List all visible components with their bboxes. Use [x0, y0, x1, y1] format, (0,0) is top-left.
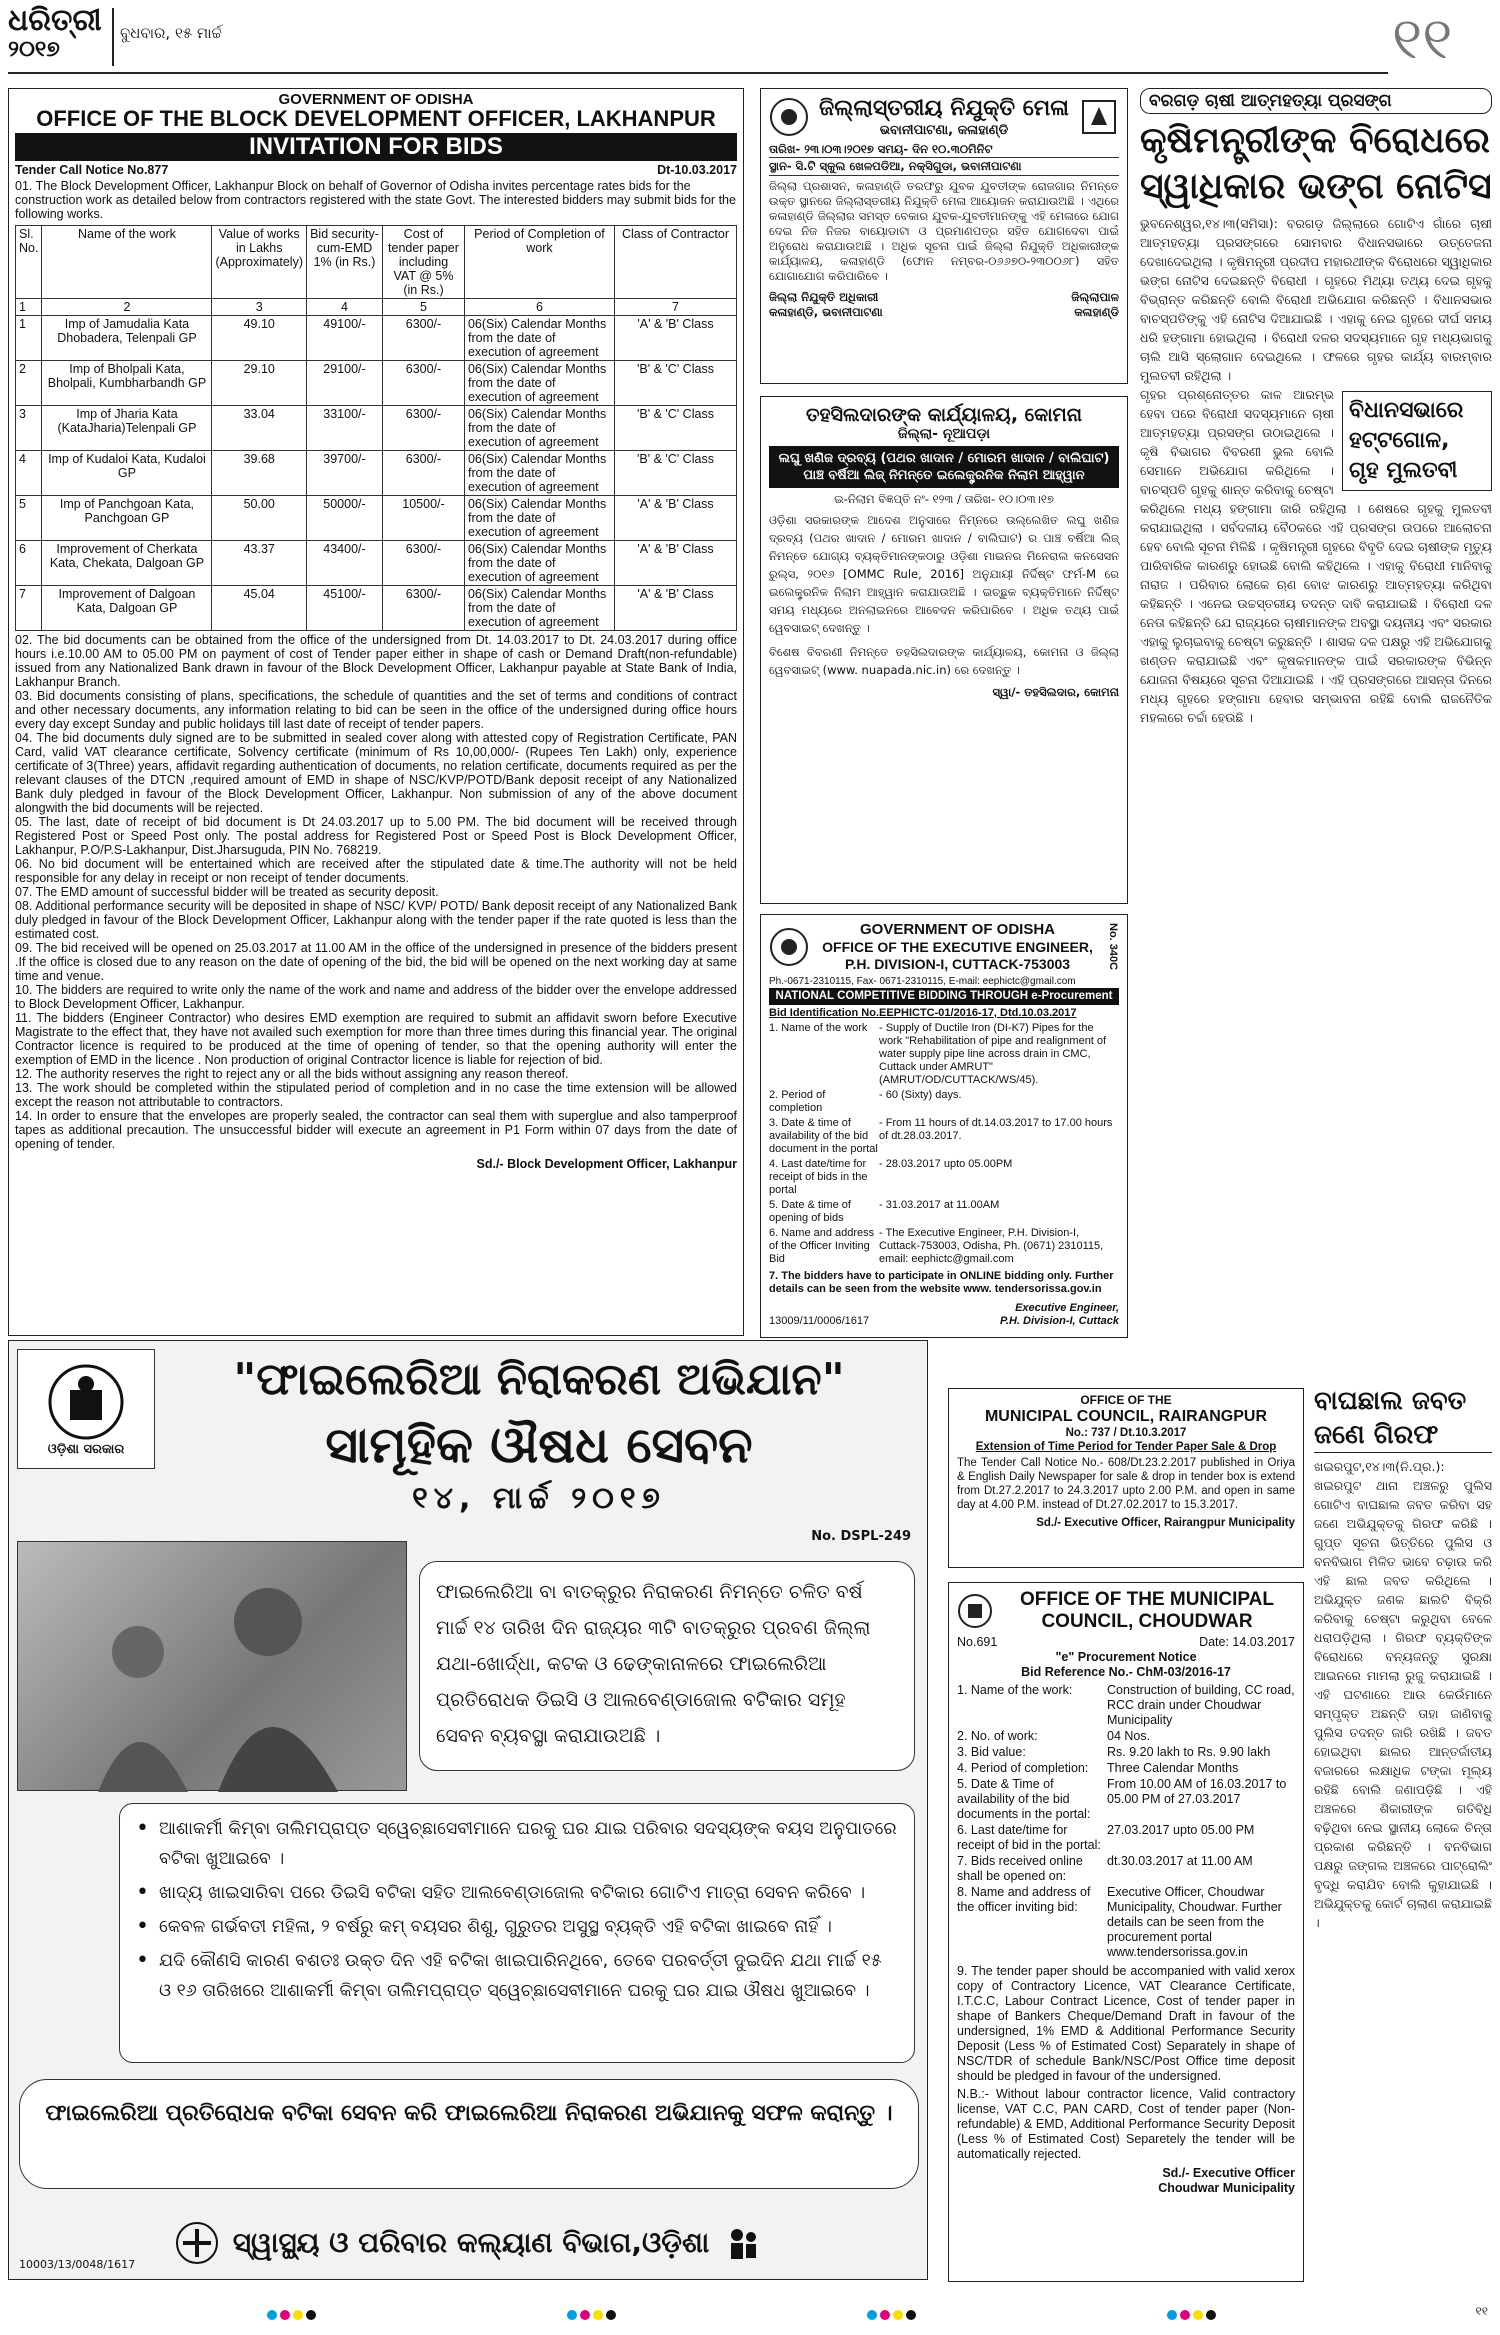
tiger-body: ଖଇରପୁଟ,୧୪।୩(ନି.ପ୍ର.): ଖଇରପୁଟ ଥାନା ଅଞ୍ଚଳରୁ ପୁଲିସ ଗୋଟିଏ ବାଘଛାଲ ଜବତ କରିବା ସହ ଜଣେ ଅଭିଯୁକ୍ତକୁ ଗିରଫ କରିଛି । ଗୁପ୍ତ ସୂଚନା ଭିତ୍ତିରେ ପୁଲିସ ଓ ବନବିଭାଗ ମିଳିତ ଭାବେ ଚଢ଼ାଉ କରି ଏହି ଛାଲ ଜବତ କରିଥିଲେ । ଅଭିଯୁକ୍ତ ଜଣକ ଛାଲଟି ବିକ୍ରି କରିବାକୁ ଚେଷ୍ଟା କରୁଥିବା ବେଳେ ଧରାପଡ଼ିଥିଲା । ଗିରଫ ବ୍ୟକ୍ତିଙ୍କ ବିରୋଧରେ ବନ୍ୟଜନ୍ତୁ ସୁରକ୍ଷା ଆଇନରେ ମାମଲା ରୁଜୁ କରାଯାଇଛି । ଏହି ଘଟଣାରେ ଆଉ କେଉଁମାନେ ସମ୍ପୃକ୍ତ ଅଛନ୍ତି ତାହା ଜାଣିବାକୁ ପୁଲିସ ତଦନ୍ତ ଜାରି ରଖିଛି । ଜବତ ହୋଇଥିବା ଛାଲର ଆନ୍ତର୍ଜାତୀୟ ବଜାରରେ ଲକ୍ଷାଧିକ ଟଙ୍କା ମୂଲ୍ୟ ରହିଛି ବୋଲି ଜଣାପଡ଼ିଛି । ଏହି ଅଞ୍ଚଳରେ ଶିକାରୀଙ୍କ ଗତିବିଧି ବଢ଼ିଥିବା ନେଇ ସ୍ଥାନୀୟ ଲୋକେ ଚିନ୍ତା ପ୍ରକାଶ କରିଛନ୍ତି । ବନବିଭାଗ ପକ୍ଷରୁ ଜଙ୍ଗଲ ଅଞ୍ଚଳରେ ପାଟ୍ରୋଲିଂ ବୃଦ୍ଧି କରାଯିବ ବୋଲି କୁହାଯାଇଛି । ଅଭିଯୁକ୍ତକୁ କୋର୍ଟ ଚାଲାଣ କରାଯାଇଛି ।: [1314, 1459, 1492, 1930]
ee-item: [769, 1227, 1119, 1266]
odisha-govt-logo: [17, 1349, 155, 1469]
table-cell: 'A' & 'B' Class: [614, 316, 736, 361]
filaria-bullet-text: ଆଶାକର୍ମୀ କିମ୍ବା ତାଲିମପ୍ରାପ୍ତ ସ୍ୱେଚ୍ଛାସେବୀମାନେ ଘରକୁ ଘର ଯାଇ ପରିବାର ସଦସ୍ୟଙ୍କ ବୟସ ଅନୁପାତରେ ବଟିକା ଖୁଆଇବେ ।: [158, 1819, 897, 1869]
print-registration-strip: [0, 2300, 1500, 2330]
filaria-dspl: No. DSPL-249: [811, 1529, 911, 1544]
choudwar-item-label: 7. Bids received online shall be opened on:: [957, 1854, 1083, 1883]
rairangpur-sign: Sd./- Executive Officer, Rairangpur Municipality: [1036, 1517, 1295, 1529]
job-fair-sign: କଳାହାଣ୍ଡି, ଭବାନୀପାଟଣା: [769, 305, 883, 319]
choudwar-nb: N.B.:- Without labour contractor licence, Valid contractory license, VAT C.C, PAN CARD, Cost of tender paper (Non-refundable) & EMD, Additional Performance Security Deposit (Less % of Estimated Cost) Separetely the tender will be automatically rejected.: [957, 2087, 1295, 2161]
table-cell: 39700/-: [306, 451, 382, 496]
header-date: ବୁଧବାର, ୧୫ ମାର୍ଚ୍ଚ: [120, 24, 222, 42]
choudwar-sign: Choudwar Municipality: [1158, 2181, 1295, 2195]
choudwar-item-label: 8. Name and address of the officer inviting bid:: [957, 1885, 1091, 1914]
ee-items: [769, 1022, 1119, 1266]
rairangpur-body: The Tender Call Notice No.- 608/Dt.23.2.2017 published in Oriya & English Daily Newspaper for sale & drop in tender box is extend from Dt.27.2.2017 to 24.3.2017 upto 2.00 P.M. and open in same day at 4.00 P.M. instead of Dt.27.02.2017 to 15.3.2017.: [957, 1457, 1295, 1511]
filaria-title: "ଫାଇଲେରିଆ ନିରାକରଣ ଅଭିଯାନ": [233, 1354, 845, 1405]
choudwar-item-label: 5. Date & Time of availability of the bid documents in the portal:: [957, 1777, 1091, 1821]
tender-clause: 02. The bid documents can be obtained from the office of the undersigned from Dt. 14.03.2017 to Dt. 24.03.2017 during office hours i.e.10.00 AM to 05.00 PM on payment of cost of Tender paper either in shape of cash or Demand Draft(non-refundable) issued from any Nationalized Bank drawn in favour of the Block Development Officer, Lakhanpur payable at State Bank of India, Lakhanpur Branch.: [15, 633, 737, 689]
ee-item-label: 1. Name of the work: [769, 1022, 868, 1034]
rairangpur-subject: Extension of Time Period for Tender Paper Sale & Drop: [975, 1441, 1277, 1453]
tender-title: INVITATION FOR BIDS: [15, 133, 737, 161]
choudwar-title: OFFICE OF THE MUNICIPAL COUNCIL, CHOUDWAR: [1019, 1589, 1275, 1632]
table-cell: 43400/-: [306, 541, 382, 586]
ee-cuttack-ad: [760, 914, 1128, 1338]
logo-text: ଓଡ଼ିଶା ସରକାର: [47, 1441, 125, 1457]
table-cell: 'B' & 'C' Class: [614, 406, 736, 451]
tender-gov: GOVERNMENT OF ODISHA: [278, 91, 474, 108]
choudwar-item-label: 3. Bid value:: [957, 1745, 1026, 1759]
job-fair-title: ଜିଲ୍ଲାସ୍ତରୀୟ ନିଯୁକ୍ତି ମେଳା: [819, 96, 1069, 121]
choudwar-sign: Sd./- Executive Officer: [1162, 2166, 1295, 2180]
choudwar-item-value: 27.03.2017 upto 05.00 PM: [1107, 1823, 1255, 1837]
tender-clause: 04. The bid documents duly signed are to be submitted in sealed cover along with attested copy of Registration Certificate, PAN Card, valid VAT clearance certificate, Solvency certificate (minimum of Rs 10,00,000/- (Rupees Ten Lakh) only, experience certificate of 3(Three) years, affidavit regarding authentication of documents, no relation certificate, documents required as per the relevant clauses of the DTCN ,required amount of EMD in shape of NSC/KVP/POTD/Bank deposit receipt of any Nationalized Bank duly pledged in favour of the Block Development Officer, Lakhanpur. Non submission of any of the above document alongwith the bid documents will be rejected.: [15, 731, 737, 815]
ee-item: [769, 1199, 1119, 1225]
filaria-intro: ଫାଇଲେରିଆ ବା ବାତକ୍ରୁର ନିରାକରଣ ନିମନ୍ତେ ଚଳିତ ବର୍ଷ ମାର୍ଚ୍ଚ ୧୪ ତାରିଖ ଦିନ ରାଜ୍ୟର ୩ଟି ବାତକ୍ରୁର ପ୍ରବଣ ଜିଲ୍ଲା ଯଥା-ଖୋର୍ଦ୍ଧା, କଟକ ଓ ଢେଙ୍କାନାଳରେ ଫାଇଲେରିଆ ପ୍ରତିରୋଧକ ଡିଇସି ଓ ଆଲବେଣ୍ଡାଜୋଲ ବଟିକାର ସମୂହ ସେବନ ବ୍ୟବସ୍ଥା କରାଯାଉଅଛି ।: [419, 1561, 915, 1771]
ee-item-label: 6. Name and address of the Officer Inviting Bid: [769, 1227, 875, 1265]
tender-date: Dt-10.03.2017: [657, 163, 737, 177]
col-header: Period of Completion of work: [464, 226, 614, 299]
table-cell: 7: [16, 586, 42, 631]
table-cell: 'B' & 'C' Class: [614, 361, 736, 406]
table-row: [16, 451, 737, 496]
choudwar-item-label: 4. Period of completion:: [957, 1761, 1089, 1775]
table-row: [16, 316, 737, 361]
table-cell: 1: [16, 316, 42, 361]
table-cell: 6300/-: [382, 316, 464, 361]
col-number: 4: [306, 299, 382, 316]
table-cell: 3: [16, 406, 42, 451]
job-fair-body: ଜିଲ୍ଲା ପ୍ରଶାସନ, କଳାହାଣ୍ଡି ତରଫରୁ ଯୁବକ ଯୁବତୀଙ୍କ ରୋଜଗାର ନିମନ୍ତେ ଉକ୍ତ ସ୍ଥାନରେ ଜିଲ୍ଲାସ୍ତରୀୟ ନିଯୁକ୍ତି ମେଳା ଆୟୋଜନ କରାଯାଉଅଛି । ଏଥିରେ କଳାହାଣ୍ଡି ଜିଲ୍ଲାର ସମସ୍ତ ବେକାର ଯୁବକ-ଯୁବତୀମାନଙ୍କୁ ଏହି ମେଳାରେ ଯୋଗ ଦେଇ ନିଜ ନିଜର ବାୟୋଡାଟା ଓ ପ୍ରମାଣପତ୍ର ସହିତ ଯୋଗଦେବା ପାଇଁ ଅନୁରୋଧ କରାଯାଉଅଛି । ଅଧିକ ସୂଚନା ପାଇଁ ଜିଲ୍ଲା ନିଯୁକ୍ତି ଅଧିକାରୀଙ୍କ କାର୍ଯ୍ୟାଳୟ, କଳାହାଣ୍ଡି (ଫୋନ ନମ୍ବର-୦୬୬୭୦-୨୩୦୦୬୮) ସହିତ ଯୋଗାଯୋଗ କରିପାରିବେ ।: [769, 179, 1119, 283]
tender-lakhanpur: [8, 88, 744, 1336]
table-cell: 29100/-: [306, 361, 382, 406]
table-cell: 06(Six) Calendar Months from the date of execution of agreement: [464, 406, 614, 451]
tender-clause: 08. Additional performance security will be deposited in shape of NSC/ KVP/ POTD/ Bank deposit receipt of any Nationalized Bank duly pledged in favour of the Block Development Officer, Lakhanpur along with the tender paper if the rate quoted is less than the estimated cost.: [15, 899, 737, 941]
rairangpur-ref: No.: 737 / Dt.10.3.2017: [1065, 1427, 1187, 1439]
tender-table-header: [16, 226, 737, 299]
table-cell: 06(Six) Calendar Months from the date of execution of agreement: [464, 361, 614, 406]
news-tiger-skin: [1314, 1384, 1492, 2282]
ee-code: 13009/11/0006/1617: [769, 1315, 870, 1327]
table-cell: 06(Six) Calendar Months from the date of execution of agreement: [464, 586, 614, 631]
ee-gov: GOVERNMENT OF ODISHA: [859, 921, 1055, 938]
tender-clause: 07. The EMD amount of successful bidder will be treated as security deposit.: [15, 885, 439, 899]
job-fair-subtitle: ଭବାନୀପାଟଣା, କଳାହାଣ୍ଡି: [879, 123, 1009, 138]
table-cell: 06(Six) Calendar Months from the date of execution of agreement: [464, 496, 614, 541]
bullet-icon: •: [136, 1816, 149, 1841]
table-cell: 6300/-: [382, 406, 464, 451]
filaria-bullet-text: ଖାଦ୍ୟ ଖାଇସାରିବା ପରେ ଡିଇସି ବଟିକା ସହିତ ଆଲବେଣ୍ଡାଜୋଲ ବଟିକାର ଗୋଟିଏ ମାତ୍ରା ସେବନ କରିବେ ।: [158, 1883, 866, 1903]
table-cell: 5: [16, 496, 42, 541]
tender-signature: Sd./- Block Development Officer, Lakhanpur: [476, 1157, 737, 1171]
tender-clause: 09. The bid received will be opened on 25.03.2017 at 11.00 AM in the office of the undersigned in presence of the bidders present .If the office is closed due to any reason on the date of opening of the bid, the bid will be opened on the next working day at same time and venue.: [15, 941, 737, 983]
ee-item-label: 3. Date & time of availability of the bid document in the portal: [769, 1117, 878, 1155]
table-cell: 6300/-: [382, 586, 464, 631]
tahasildar-banner: ଲଘୁ ଖଣିଜ ଦ୍ରବ୍ୟ (ପଥର ଖାଦାନ / ମୋରମ ଖାଦାନ / ବାଲିଘାଟ) ପାଞ୍ଚ ବର୍ଷିଆ ଲିଜ୍ ନିମନ୍ତେ ଇଲେକ୍ଟ୍ରନିକ ନିଲାମ ଆହ୍ୱାନ: [769, 446, 1119, 488]
table-cell: 06(Six) Calendar Months from the date of execution of agreement: [464, 451, 614, 496]
ee-sign: P.H. Division-I, Cuttack: [1000, 1315, 1119, 1327]
choudwar-item-value: Construction of building, CC road, RCC drain under Choudwar Municipality: [1107, 1683, 1295, 1727]
municipal-emblem-icon: [957, 1593, 993, 1629]
col-header: Bid security-cum-EMD 1% (in Rs.): [306, 226, 382, 299]
ee-bar: NATIONAL COMPETITIVE BIDDING THROUGH e-Procurement: [769, 988, 1119, 1005]
choudwar-item-value: Rs. 9.20 lakh to Rs. 9.90 lakh: [1107, 1745, 1271, 1759]
rairangpur-office: OFFICE OF THE: [1080, 1393, 1172, 1407]
choudwar-item: [957, 1854, 1295, 1884]
table-cell: Imp of Panchgoan Kata, Panchgoan GP: [42, 496, 212, 541]
tender-notice-no: Tender Call Notice No.877: [15, 163, 169, 177]
tahasildar-ref: ଇ-ନିଲାମ ବିଜ୍ଞପ୍ତି ନଂ- ୧୨୩ / ତାରିଖ- ୧୦।୦୩।୧୭: [834, 492, 1054, 506]
filaria-subtitle: ସାମୂହିକ ଔଷଧ ସେବନ: [325, 1416, 753, 1474]
choudwar-item: [957, 1777, 1295, 1822]
choudwar-notice: [948, 1582, 1304, 2282]
paper-name: ଧରିତ୍ରୀ: [8, 3, 102, 38]
filaria-appeal: ଫାଇଲେରିଆ ପ୍ରତିରୋଧକ ବଟିକା ସେବନ କରି ଫାଇଲେରିଆ ନିରାକରଣ ଅଭିଯାନକୁ ସଫଳ କରାନ୍ତୁ ।: [19, 2079, 919, 2189]
ee-item-value: - Supply of Ductile Iron (DI-K7) Pipes for the work "Rehabilitation of pipe and realignment of water supply pipe line across drain in CMC, Cuttack under AMRUT" (AMRUT/OD/CUTTACK/WS/45).: [879, 1022, 1107, 1086]
choudwar-item-value: Three Calendar Months: [1107, 1761, 1239, 1775]
table-cell: 4: [16, 451, 42, 496]
tender-clause: 14. In order to ensure that the envelopes are properly sealed, the contractor can seal them with superglue and also tamperproof tapes as additional precaution. The unsuccessful bidder will execute an agreement in P1 Form within 07 days from the date of opening of tender.: [15, 1109, 737, 1151]
ee-item-label: 4. Last date/time for receipt of bids in the portal: [769, 1158, 868, 1196]
ee-side-no: No. 340C: [1107, 923, 1119, 971]
bullet-icon: •: [136, 1914, 149, 1939]
table-cell: 29.10: [212, 361, 307, 406]
ee-item-label: 2. Period of completion: [769, 1089, 826, 1114]
choudwar-date: Date: 14.03.2017: [1199, 1635, 1295, 1649]
choudwar-no: No.691: [957, 1635, 998, 1649]
filaria-dept: ସ୍ୱାସ୍ଥ୍ୟ ଓ ପରିବାର କଲ୍ୟାଣ ବିଭାଗ,ଓଡ଼ିଶା: [232, 2226, 710, 2259]
table-cell: 6300/-: [382, 361, 464, 406]
col-number: 3: [212, 299, 307, 316]
table-row: [16, 496, 737, 541]
tahasildar-body: ଓଡ଼ିଶା ସରକାରଙ୍କ ଆଦେଶ ଅନୁସାରେ ନିମ୍ନରେ ଉଲ୍ଲେଖିତ ଲଘୁ ଖଣିଜ ଦ୍ରବ୍ୟ (ପଥର ଖାଦାନ / ମୋରମ ଖାଦାନ / ବାଲିଘାଟ) ର ପାଞ୍ଚ ବର୍ଷିଆ ଲିଜ୍ ନିମନ୍ତେ ଯୋଗ୍ୟ ବ୍ୟକ୍ତିମାନଙ୍କଠାରୁ ଓଡ଼ିଶା ମାଇନର ମିନେରାଲ କନସେସନ ରୁଲ୍ସ, ୨୦୧୬ [OMMC Rule, 2016] ଅନୁଯାୟୀ ନିର୍ଦ୍ଦିଷ୍ଟ ଫର୍ମ-M ରେ ଇଲେକ୍ଟ୍ରନିକ ନିଲାମ ଆହ୍ୱାନ କରାଯାଉଅଛି । ଇଚ୍ଛୁକ ବ୍ୟକ୍ତିମାନେ ନିର୍ଦ୍ଦିଷ୍ଟ ସମୟ ମଧ୍ୟରେ ଅନଲାଇନରେ ଆବେଦନ କରିପାରିବେ । ଅଧିକ ତଥ୍ୟ ପାଇଁ ୱେବସାଇଟ୍ ଦେଖନ୍ତୁ ।: [769, 513, 1119, 635]
filaria-bullet: [136, 1946, 898, 2006]
news-subhead: ବିଧାନସଭାରେ ହଟ୍ଟଗୋଳ, ଗୃହ ମୁଲତବୀ: [1342, 391, 1492, 491]
job-fair-date: ତାରିଖ- ୨୩।୦୩।୨୦୧୭ ସମୟ- ଦିନ ୧୦.୩୦ମିନିଟ: [769, 142, 993, 156]
col-number: 1: [16, 299, 42, 316]
col-number: 2: [42, 299, 212, 316]
tender-col-numbers: [16, 299, 737, 316]
table-cell: 2: [16, 361, 42, 406]
col-number: 7: [614, 299, 736, 316]
table-row: [16, 361, 737, 406]
choudwar-bid-ref: Bid Reference No.- ChM-03/2016-17: [1021, 1665, 1231, 1679]
job-fair-ad: [760, 88, 1128, 384]
ee-sign: Executive Engineer,: [1015, 1302, 1119, 1314]
choudwar-item-value: dt.30.03.2017 at 11.00 AM: [1107, 1854, 1253, 1868]
table-cell: 6300/-: [382, 451, 464, 496]
rairangpur-notice: [948, 1388, 1304, 1568]
odisha-emblem-icon: [769, 97, 809, 137]
bullet-icon: •: [136, 1948, 149, 1973]
job-fair-sign: କଳାହାଣ୍ଡି: [1074, 305, 1119, 319]
table-cell: Imp of Jamudalia Kata Dhobadera, Telenpali GP: [42, 316, 212, 361]
choudwar-item-label: 1. Name of the work:: [957, 1683, 1073, 1697]
tender-clauses: [15, 633, 737, 1151]
ee-item-value: - From 11 hours of dt.14.03.2017 to 17.00 hours of dt.28.03.2017.: [879, 1117, 1113, 1142]
choudwar-item: [957, 1729, 1295, 1744]
table-cell: 06(Six) Calendar Months from the date of execution of agreement: [464, 316, 614, 361]
tahasildar-footer: ବିଶେଷ ବିବରଣୀ ନିମନ୍ତେ ତହସିଲଦାରଙ୍କ କାର୍ଯ୍ୟାଳୟ, କୋମନା ଓ ଜିଲ୍ଲା ୱେବସାଇଟ୍ (www. nuapada.nic.in) ରେ ଦେଖନ୍ତୁ ।: [769, 645, 1119, 677]
table-cell: 43.37: [212, 541, 307, 586]
filaria-ad: [8, 1340, 928, 2280]
col-number: 6: [464, 299, 614, 316]
table-cell: 'A' & 'B' Class: [614, 586, 736, 631]
col-header: Sl. No.: [16, 226, 42, 299]
table-cell: 33.04: [212, 406, 307, 451]
choudwar-item-value: 04 Nos.: [1107, 1729, 1151, 1743]
ee-contact: Ph.-0671-2310115, Fax- 0671-2310115, E-mail: eephictc@gmail.com: [769, 976, 1076, 987]
choudwar-item: [957, 1761, 1295, 1776]
choudwar-item: [957, 1885, 1295, 1960]
ee-item-value: - The Executive Engineer, P.H. Division-I, Cuttack-753003, Odisha, Ph. (0671) 2310115, email: eephictc@gmail.com: [879, 1227, 1104, 1265]
news-farmer-suicide: [1140, 88, 1492, 1338]
table-cell: 33100/-: [306, 406, 382, 451]
news-body: ଭୁବନେଶ୍ୱର,୧୪।୩(ସମିସା): ବରଗଡ଼ ଜିଲ୍ଲାରେ ଗୋଟିଏ ଗାଁରେ ଚାଷୀ ଆତ୍ମହତ୍ୟା ପ୍ରସଙ୍ଗରେ ସୋମବାର ବିଧାନସଭାରେ ଉତ୍ତେଜନା ଦେଖାଦେଇଥିଲା । କୃଷିମନ୍ତ୍ରୀ ପ୍ରଦୀପ ମହାରଥୀଙ୍କ ବିରୋଧରେ ସ୍ୱାଧିକାର ଭଙ୍ଗ ନୋଟିସ ଦେଇଛନ୍ତି ବିରୋଧୀ । ଗୃହରେ ମିଥ୍ୟା ତଥ୍ୟ ଦେଇ ଗୃହକୁ ବିଭ୍ରାନ୍ତ କରିଛନ୍ତି ବୋଲି ବିରୋଧୀ ଅଭିଯୋଗ କରିଛନ୍ତି । ବିଧାନସଭାର ବାଚସ୍ପତିଙ୍କୁ ଏହି ନୋଟିସ ଦିଆଯାଇଛି । ଏହାକୁ ନେଇ ଗୃହରେ ଦୀର୍ଘ ସମୟ ଧରି ହଙ୍ଗାମା ହୋଇଥିଲା । ବିରୋଧୀ ଦଳର ସଦସ୍ୟମାନେ ଗୃହ ମଧ୍ୟଭାଗକୁ ଚାଲି ଆସି ସ୍ଲୋଗାନ ଦେଇଥିଲେ । ଫଳରେ ଗୃହର କାର୍ଯ୍ୟ ବାରମ୍ବାର ମୁଲତବୀ ରହିଥିଲା ।: [1140, 216, 1492, 383]
ee-item: [769, 1158, 1119, 1197]
ee-item: [769, 1117, 1119, 1156]
job-fair-sign: ଜିଲ୍ଲା ନିଯୁକ୍ତି ଅଧିକାରୀ: [769, 290, 879, 304]
tender-office: OFFICE OF THE BLOCK DEVELOPMENT OFFICER, LAKHANPUR: [36, 106, 716, 131]
choudwar-item: [957, 1823, 1295, 1853]
page-number: ୧୧: [1392, 4, 1453, 72]
job-fair-venue: ସ୍ଥାନ- ସି.ଟି ସ୍କୁଲ ଖେଳପଡିଆ, ନକ୍ସିଗୁଡା, ଭବାନୀପାଟଣା: [769, 157, 1119, 176]
bullet-icon: •: [136, 1880, 149, 1905]
ee-item: [769, 1089, 1119, 1115]
choudwar-items: [957, 1683, 1295, 1960]
table-cell: Imp of Jharia Kata (KataJharia)Telenpali GP: [42, 406, 212, 451]
people-photo-icon: [18, 1542, 408, 1792]
table-cell: 'A' & 'B' Class: [614, 541, 736, 586]
table-cell: Improvement of Dalgoan Kata, Dalgoan GP: [42, 586, 212, 631]
odisha-emblem-icon: [769, 927, 809, 967]
tiger-headline: ବାଘଛାଲ ଜବତ ଜଣେ ଗିରଫ: [1314, 1384, 1492, 1453]
tender-table-body: [16, 316, 737, 631]
table-cell: 6: [16, 541, 42, 586]
table-cell: 'A' & 'B' Class: [614, 496, 736, 541]
filaria-bullet: [136, 1878, 898, 1908]
tender-clause: 12. The authority reserves the right to reject any or all the bids without assigning any reason thereof.: [15, 1067, 569, 1081]
color-registration-marks-icon: [0, 2300, 1500, 2330]
tender-intro: 01. The Block Development Officer, Lakhanpur Block on behalf of Governor of Odisha invites percentage rates bids for the construction work as detailed below from contractors registered with the state Govt. The interested bidders may submit bids for the following works.: [15, 179, 736, 221]
ee-office: OFFICE OF THE EXECUTIVE ENGINEER, P.H. DIVISION-I, CUTTACK-753003: [822, 939, 1093, 972]
table-cell: 49.10: [212, 316, 307, 361]
news-body-2: ଗୃହର ପ୍ରଶ୍ନୋତ୍ତର କାଳ ଆରମ୍ଭ ହେବା ପରେ ବିରୋଧୀ ସଦସ୍ୟମାନେ ଚାଷୀ ଆତ୍ମହତ୍ୟା ପ୍ରସଙ୍ଗ ଉଠାଇଥିଲେ । କୃଷି ବିଭାଗର ବିବରଣୀ ଭୁଲ ବୋଲି ସେମାନେ ଅଭିଯୋଗ କରିଥିଲେ । ବାଚସ୍ପତି ଗୃହକୁ ଶାନ୍ତ କରିବାକୁ ଚେଷ୍ଟା କରିଥିଲେ ମଧ୍ୟ ହଙ୍ଗାମା ଜାରି ରହିଥିଲା । ଶେଷରେ ଗୃହକୁ ମୁଲତବୀ କରାଯାଇଥିଲା । ସର୍ବଦଳୀୟ ବୈଠକରେ ଏହି ପ୍ରସଙ୍ଗ ଉପରେ ଆଲୋଚନା ହେବ ବୋଲି ସୂଚନା ମିଳିଛି । କୃଷିମନ୍ତ୍ରୀ ଗୃହରେ ବିବୃତି ଦେଇ ଚାଷୀଙ୍କ ମୃତ୍ୟୁ ପାରିବାରିକ କାରଣରୁ ହୋଇଛି ବୋଲି କହିଥିଲେ । ଏହାକୁ ବିରୋଧୀ ମାନିବାକୁ ନାରାଜ । ପରିବାର ଲୋକେ ଋଣ ବୋଝ କାରଣରୁ ଆତ୍ମହତ୍ୟା କରିଥିବା କହିଛନ୍ତି । ଏନେଇ ଉଚ୍ଚସ୍ତରୀୟ ତଦନ୍ତ ଦାବି କରାଯାଇଛି । ବିରୋଧୀ ଦଳ ନେତା କହିଛନ୍ତି ଯେ ରାଜ୍ୟରେ ଚାଷୀମାନଙ୍କ ଅବସ୍ଥା ଦୟନୀୟ ଏବଂ ସରକାର ଏହାକୁ ଲୁଚାଇବାକୁ ଚେଷ୍ଟା କରୁଛନ୍ତି । ଶାସକ ଦଳ ପକ୍ଷରୁ ଏହି ଅଭିଯୋଗକୁ ଖଣ୍ଡନ କରାଯାଇଛି ଏବଂ କୃଷକମାନଙ୍କ ପାଇଁ ସରକାରଙ୍କ ବିଭିନ୍ନ ଯୋଜନା ବିଷୟରେ ସୂଚନା ଦିଆଯାଇଛି । ଏହି ପ୍ରସଙ୍ଗରେ ଆସନ୍ତା ଦିନରେ ମଧ୍ୟ ଗୃହରେ ହଙ୍ଗାମା ହେବାର ସମ୍ଭାବନା ରହିଛି ବୋଲି ରାଜନୈତିକ ମହଲରେ ଚର୍ଚ୍ଚା ହେଉଛି ।: [1140, 387, 1492, 725]
health-logo-icon: [175, 2221, 219, 2265]
emblem-icon: [1079, 97, 1119, 137]
filaria-bullet-text: ଯଦି କୌଣସି କାରଣ ବଶତଃ ଉକ୍ତ ଦିନ ଏହି ବଟିକା ଖାଇପାରିନଥିବେ, ତେବେ ପରବର୍ତ୍ତୀ ଦୁଇଦିନ ଯଥା ମାର୍ଚ୍ଚ ୧୫ ଓ ୧୬ ତାରିଖରେ ଆଶାକର୍ମୀ କିମ୍ବା ତାଲିମପ୍ରାପ୍ତ ସ୍ୱେଚ୍ଛାସେବୀମାନେ ଘରକୁ ଘର ଯାଇ ଔଷଧ ଖୁଆଇବେ ।: [158, 1951, 882, 2001]
col-header: Value of works in Lakhs (Approximately): [212, 226, 307, 299]
ee-item-value: - 60 (Sixty) days.: [879, 1089, 962, 1101]
filaria-bullets: [119, 1803, 915, 2063]
table-cell: 06(Six) Calendar Months from the date of execution of agreement: [464, 541, 614, 586]
ee-item-label: 5. Date & time of opening of bids: [769, 1199, 851, 1224]
tender-clause: 10. The bidders are required to write only the name of the work and name and address of the bidder over the envelope addressed to Block Development Officer, Lakhanpur.: [15, 983, 737, 1011]
tender-clause: 03. Bid documents consisting of plans, specifications, the schedule of quantities and the set of terms and conditions of contract and other necessary documents, any information relating to bid can be seen in the office of the undersigned during office hours every day except Sunday and public holidays till last date of receipt of tender papers.: [15, 689, 737, 731]
medication-photo: [17, 1541, 407, 1791]
choudwar-item: [957, 1683, 1295, 1728]
col-header: Class of Contractor: [614, 226, 736, 299]
tender-table: [15, 225, 737, 631]
table-row: [16, 406, 737, 451]
table-cell: 49100/-: [306, 316, 382, 361]
col-number: 5: [382, 299, 464, 316]
table-row: [16, 586, 737, 631]
choudwar-item: [957, 1745, 1295, 1760]
choudwar-item-label: 6. Last date/time for receipt of bid in the portal:: [957, 1823, 1101, 1852]
news-kicker: ବରଗଡ଼ ଚାଷୀ ଆତ୍ମହତ୍ୟା ପ୍ରସଙ୍ଗ: [1140, 88, 1492, 114]
table-cell: Imp of Bholpali Kata, Bholpali, Kumbharbandh GP: [42, 361, 212, 406]
job-fair-sign: ଜିଲ୍ଲାପାଳ: [1071, 290, 1119, 304]
tahasildar-sign: ସ୍ୱା/- ତହସିଲଦାର, କୋମନା: [992, 685, 1119, 699]
ashoka-emblem-icon: [46, 1362, 126, 1442]
filaria-code: 10003/13/0048/1617: [19, 2258, 136, 2271]
choudwar-para9: 9. The tender paper should be accompanied with valid xerox copy of Contractory Licence, VAT Clearance Certificate, I.T.C.C, Labour Contract Licence, Cost of tender paper in shape of Bankers Cheque/Demand Draft in favour of the undersigned, 1% EMD & Additional Performance Security Deposit (Less % of Estimated Cost) Separately in shape of NSC/TDR of schedule Bank/NSC/Post Office time deposit should be pledged in favour of the undersigned.: [957, 1964, 1295, 2083]
ee-note: 7. The bidders have to participate in ONLINE bidding only. Further details can be seen from the website www. tendersorissa.gov.in: [769, 1270, 1114, 1295]
ee-item: [769, 1022, 1119, 1087]
table-cell: 50000/-: [306, 496, 382, 541]
choudwar-item-label: 2. No. of work:: [957, 1729, 1038, 1743]
table-cell: 6300/-: [382, 541, 464, 586]
tender-clause: 11. The bidders (Engineer Contractor) who desires EMD exemption are required to submit an affidavit sworn before Executive Magistrate to the effect that, they have not availed such exemption for more than three times during this financial year. The original Contractor licence is required to be produced at the time of opening of tender, so that the opening authority will enter the exemption of EMD in the licence . Non production of original Contractor licence is liable for rejection of bid.: [15, 1011, 737, 1067]
tender-clause: 06. No bid document will be entertained which are received after the stipulated date & time.The authority will not be held responsible for any delay in receipt or non receipt of tender documents.: [15, 857, 737, 885]
ee-bid-id: Bid Identification No.EEPHICTC-01/2016-17, Dtd.10.03.2017: [769, 1007, 1077, 1019]
tender-clause: 05. The last, date of receipt of bid document is Dt 24.03.2017 up to 5.00 PM. The bid document will be received through Registered Post or Speed Post only. The postal address for Registered Post or Speed Post is Block Development Officer, Lakhanpur, P.O/P.S-Lakhanpur, Dist.Jharsuguda, PIN No. 768219.: [15, 815, 737, 857]
filaria-bullet: [136, 1912, 898, 1942]
table-cell: 10500/-: [382, 496, 464, 541]
table-row: [16, 541, 737, 586]
filaria-bullet: [136, 1814, 898, 1874]
tahasildar-title: ତହସିଲଦାରଙ୍କ କାର୍ଯ୍ୟାଳୟ, କୋମନା: [805, 404, 1083, 426]
table-cell: 50.00: [212, 496, 307, 541]
col-header: Cost of tender paper including VAT @ 5% (in Rs.): [382, 226, 464, 299]
choudwar-item-value: Executive Officer, Choudwar Municipality, Choudwar. Further details can be seen from the procurement portal www.tendersorissa.gov.in: [1107, 1885, 1282, 1959]
ee-item-value: - 31.03.2017 at 11.00AM: [879, 1199, 1000, 1211]
col-header: Name of the work: [42, 226, 212, 299]
filaria-date: ୧୪, ମାର୍ଚ୍ଚ ୨୦୧୭: [412, 1481, 666, 1516]
header-rule: [8, 72, 1388, 74]
table-cell: 'B' & 'C' Class: [614, 451, 736, 496]
ee-item-value: - 28.03.2017 upto 05.00PM: [879, 1158, 1013, 1170]
header-divider: [112, 8, 114, 66]
paper-logo: [8, 3, 108, 72]
tahasildar-ad: [760, 396, 1128, 904]
family-logo-icon: [723, 2223, 763, 2263]
table-cell: Improvement of Cherkata Kata, Chekata, Dalgoan GP: [42, 541, 212, 586]
table-cell: Imp of Kudaloi Kata, Kudaloi GP: [42, 451, 212, 496]
choudwar-item-value: From 10.00 AM of 16.03.2017 to 05.00 PM of 27.03.2017: [1107, 1777, 1287, 1806]
footer-page-mark: ୧୧: [1475, 2304, 1488, 2318]
table-cell: 45.04: [212, 586, 307, 631]
table-cell: 39.68: [212, 451, 307, 496]
tahasildar-district: ଜିଲ୍ଲା- ନୂଆପଡ଼ା: [897, 426, 991, 442]
choudwar-notice-title: "e" Procurement Notice: [1055, 1650, 1197, 1664]
rairangpur-name: MUNICIPAL COUNCIL, RAIRANGPUR: [984, 1408, 1268, 1425]
paper-year: ୨୦୧୭: [8, 36, 60, 62]
tender-clause: 13. The work should be completed within the stipulated period of completion and in no case the time extension will be allowed except the reason not attributable to contractors.: [15, 1081, 737, 1109]
table-cell: 45100/-: [306, 586, 382, 631]
filaria-bullet-text: କେବଳ ଗର୍ଭବତୀ ମହିଳା, ୨ ବର୍ଷରୁ କମ୍ ବୟସର ଶିଶୁ, ଗୁରୁତର ଅସୁସ୍ଥ ବ୍ୟକ୍ତି ଏହି ବଟିକା ଖାଇବେ ନାହିଁ ।: [158, 1917, 832, 1937]
news-headline: କୃଷିମନ୍ତ୍ରୀଙ୍କ ବିରୋଧରେ ସ୍ୱାଧିକାର ଭଙ୍ଗ ନୋଟିସ: [1140, 120, 1492, 207]
